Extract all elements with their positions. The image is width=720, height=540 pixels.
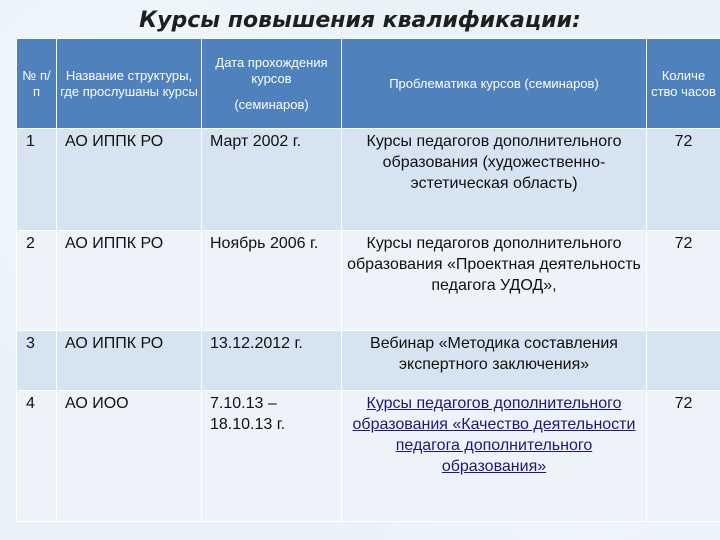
cell-hours: 72 (647, 129, 720, 231)
cell-topic: Вебинар «Методика составления экспертного заключения» (342, 331, 647, 391)
cell-num: 2 (17, 231, 57, 331)
header-hours: Количе ство часов (647, 39, 720, 129)
courses-table (16, 38, 720, 522)
header-org: Название структуры, где прослушаны курсы (57, 39, 202, 129)
cell-num: 4 (17, 391, 57, 522)
cell-org: АО ИППК РО (57, 231, 202, 331)
cell-date: 7.10.13 – 18.10.13 г. (202, 391, 342, 522)
cell-hours (647, 331, 720, 391)
cell-org: АО ИППК РО (57, 331, 202, 391)
cell-topic: Курсы педагогов дополнительного образования «Проектная деятельность педагога УДОД», (342, 231, 647, 331)
table-row (17, 129, 720, 231)
cell-topic: Курсы педагогов дополнительного образования (художественно-эстетическая область) (342, 129, 647, 231)
cell-topic[interactable] (342, 391, 647, 522)
cell-num: 3 (17, 331, 57, 391)
cell-date: Ноябрь 2006 г. (202, 231, 342, 331)
cell-org: АО ИОО (57, 391, 202, 522)
header-num: № п/п (17, 39, 57, 129)
cell-org: АО ИППК РО (57, 129, 202, 231)
page-title: Курсы повышения квалификации: (139, 8, 581, 33)
header-date (202, 39, 342, 129)
cell-date: 13.12.2012 г. (202, 331, 342, 391)
table-row (17, 231, 720, 331)
topic-link[interactable]: Курсы педагогов дополнительного образования «Качество деятельности педагога дополнительного образования» (352, 395, 636, 475)
table-row (17, 331, 720, 391)
cell-num: 1 (17, 129, 57, 231)
table-row (17, 391, 720, 522)
header-date-line1: Дата прохождения курсов (215, 54, 328, 86)
cell-hours: 72 (647, 231, 720, 331)
table-header-row (17, 39, 720, 129)
cell-hours: 72 (647, 391, 720, 522)
header-date-line2: (семинаров) (234, 96, 309, 112)
cell-date: Март 2002 г. (202, 129, 342, 231)
header-topic: Проблематика курсов (семинаров) (342, 39, 647, 129)
